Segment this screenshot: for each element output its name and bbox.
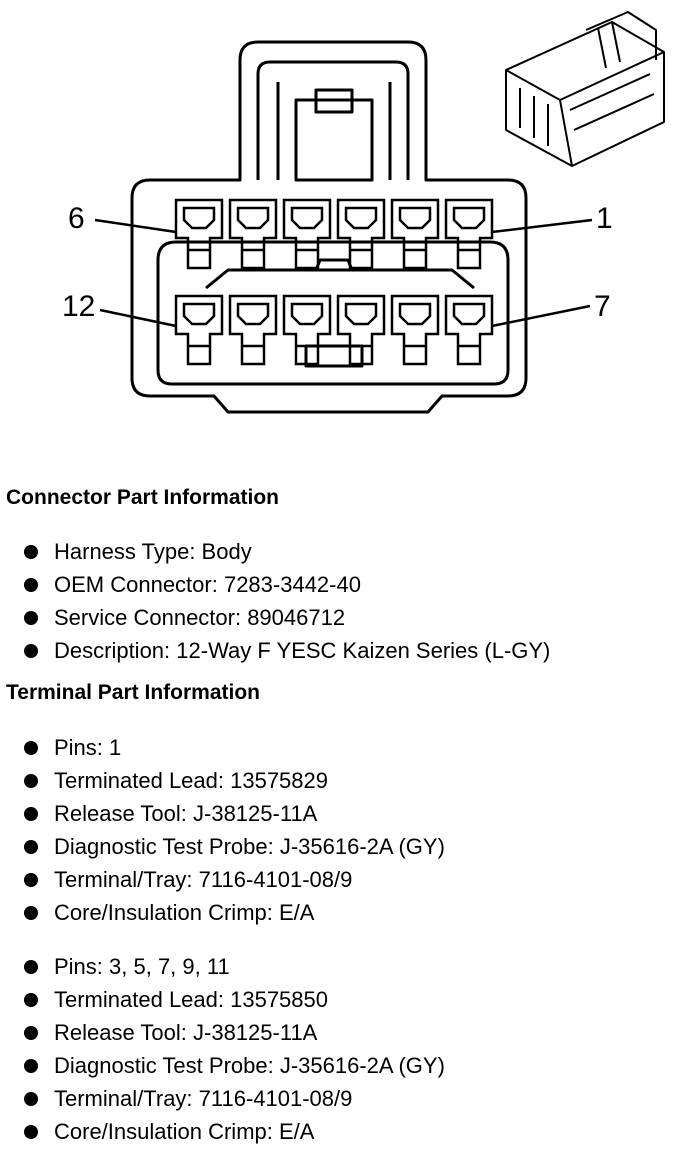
bullet-icon (24, 873, 38, 887)
bullet-icon (24, 960, 38, 974)
list-item: Description: 12-Way F YESC Kaizen Series (L-GY) (0, 634, 550, 667)
bullet-icon (24, 840, 38, 854)
bullet-icon (24, 1026, 38, 1040)
terminal-cavity (392, 200, 438, 268)
terminal-cavity (176, 200, 222, 268)
terminal-cavity (338, 200, 384, 268)
bullet-icon (24, 578, 38, 592)
bullet-icon (24, 906, 38, 920)
list-item: Harness Type: Body (0, 535, 550, 568)
center-lock (206, 260, 474, 288)
bullet-icon (24, 644, 38, 658)
bullet-icon (24, 1125, 38, 1139)
pin-label-6: 6 (68, 202, 85, 235)
list-item: Release Tool: J-38125-11A (0, 1016, 445, 1049)
list-item: Terminated Lead: 13575850 (0, 983, 445, 1016)
bullet-icon (24, 1059, 38, 1073)
terminal-info-list-2 (0, 950, 445, 1148)
pin-label-7: 7 (594, 290, 611, 323)
leader-pin-12 (100, 310, 176, 326)
connector-diagram (0, 0, 688, 440)
terminal-cavity (230, 296, 276, 364)
terminal-cavity (446, 200, 492, 268)
connector-section-title: Connector Part Information (6, 486, 280, 509)
leader-pin-1 (492, 220, 592, 232)
list-item: Terminal/Tray: 7116-4101-08/9 (0, 1082, 445, 1115)
pin-label-1: 1 (596, 202, 613, 235)
list-item: Release Tool: J-38125-11A (0, 797, 445, 830)
terminal-info-list-1 (0, 731, 445, 929)
bullet-icon (24, 993, 38, 1007)
list-item: Pins: 1 (0, 731, 445, 764)
list-item: Diagnostic Test Probe: J-35616-2A (GY) (0, 830, 445, 863)
terminal-cavity (392, 296, 438, 364)
list-item: Terminal/Tray: 7116-4101-08/9 (0, 863, 445, 896)
connector-isometric-view (506, 12, 664, 166)
list-item: Diagnostic Test Probe: J-35616-2A (GY) (0, 1049, 445, 1082)
leader-pin-6 (95, 220, 176, 232)
connector-inner-outline (258, 62, 408, 180)
connector-info-list (0, 535, 550, 667)
bullet-icon (24, 545, 38, 559)
bullet-icon (24, 807, 38, 821)
list-item: Core/Insulation Crimp: E/A (0, 1115, 445, 1148)
terminal-cavity (176, 296, 222, 364)
list-item: OEM Connector: 7283-3442-40 (0, 568, 550, 601)
terminal-section-title: Terminal Part Information (6, 681, 260, 704)
list-item: Terminated Lead: 13575829 (0, 764, 445, 797)
list-item: Pins: 3, 5, 7, 9, 11 (0, 950, 445, 983)
list-item: Core/Insulation Crimp: E/A (0, 896, 445, 929)
list-item: Service Connector: 89046712 (0, 601, 550, 634)
terminal-cavity (230, 200, 276, 268)
bullet-icon (24, 741, 38, 755)
bullet-icon (24, 774, 38, 788)
bullet-icon (24, 1092, 38, 1106)
bullet-icon (24, 611, 38, 625)
terminal-cavity (446, 296, 492, 364)
pin-label-12: 12 (62, 290, 96, 323)
terminal-cavity (284, 200, 330, 268)
